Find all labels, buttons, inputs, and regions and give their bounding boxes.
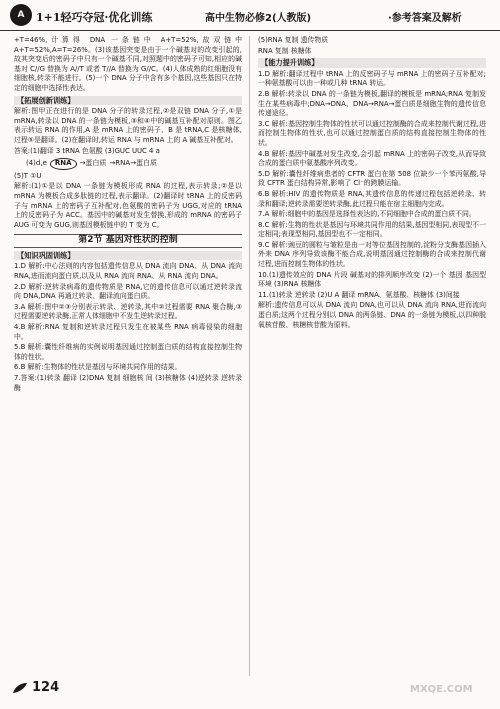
diagram-branch-1: →蛋白质 bbox=[79, 159, 107, 168]
left-paragraph-2: 解析:图甲正在进行的是 DNA 分子的转录过程,②是双链 DNA 分子,①是 mRNA,转录以 DNA 的一条链为模板,③和④中的碱基互补配对原则。图乙表示转运 RNA 的作用,A 是 mRNA 上的密码子、B 是 tRNA,C 是核糖体,过程⑤是翻译。(2)在翻译时,转运 RNA 与 mRNA 上的 A 碱基互补配对。 bbox=[14, 107, 242, 144]
left-paragraph-3: 答案:(1)翻译 3 tRNA 色氨酸 (3)GUC UUC 4 a bbox=[14, 146, 160, 155]
column-divider bbox=[249, 36, 250, 676]
brand-logo: A bbox=[10, 4, 32, 26]
right-item: 2.B 解析:转录以 DNA 的一条链为模板,翻译的模板是 mRNA;RNA 复制发生在某些病毒中;DNA→DNA、DNA→RNA→蛋白质是细胞生物的遗传信息传递途径。 bbox=[258, 89, 486, 118]
left-item: 3.A 解析:图中②③分别表示转录、逆转录,其中②过程需要 RNA 聚合酶,③过程需要逆转录酶,正常人体细胞中不发生逆转录过程。 bbox=[14, 302, 242, 321]
right-item: 7.A 解析:细胞中的基因是选择性表达的,不同细胞中合成的蛋白质不同。 bbox=[258, 210, 476, 219]
left-column bbox=[14, 36, 242, 676]
left-item: 2.D 解析:逆转录病毒的遗传物质是 RNA,它的遗传信息可以通过逆转录流向 DNA,DNA 再通过转录、翻译流向蛋白质。 bbox=[14, 282, 242, 301]
page-number: 124 bbox=[32, 680, 60, 695]
answers-title: ·参考答案及解析 bbox=[388, 13, 462, 24]
right-item: 9.C 解析:豌豆的圆粒与皱粒是由一对等位基因控制的,淀粉分支酶基因插入外来 DNA 序列导致该酶不能合成,说明基因通过控制酶的合成来控制代谢过程,进而控制生物体的性状。 bbox=[258, 240, 486, 269]
left-paragraph-1: +T=46%,计算得 DNA 一条链中 A+T=52%,故双链中 A+T=52%,A=T=26%。(3)该基因突变是由于一个碱基对的改变引起的,故其突变后的密码子中只有一个碱基不同,对照题中的密码子可知,相应的碱基对 C//G 替换为 A//T 或者 T//A 替换为 G//C。(4)人体成熟的红细胞没有细胞核,转录不能进行。(5)一个 DNA 分子中含有多个基因,这些基因只在特定的细胞中选择性表达。 bbox=[14, 36, 242, 92]
section-header-tuozhan: 【拓展创新训练】 bbox=[14, 96, 242, 106]
left-item: 7.答案:(1)转录 翻译 (2)DNA 复制 细胞核 间 (3)核糖体 (4)逆转录 逆转录酶 bbox=[14, 374, 242, 392]
diagram-label: (4)d,e bbox=[26, 159, 47, 168]
brand-title: 1+1轻巧夺冠·优化训练 bbox=[36, 11, 153, 24]
left-item: 4.B 解析:RNA 复制和逆转录过程只发生在被某些 RNA 病毒侵染的细胞中。 bbox=[14, 323, 242, 341]
leaf-icon bbox=[12, 682, 28, 694]
diagram-branch-2: →RNA→蛋白质 bbox=[109, 159, 158, 168]
subject-title: 高中生物必修2(人教版) bbox=[205, 13, 312, 24]
section-header-zhishi: 【知识巩固训练】 bbox=[14, 251, 242, 261]
right-item: 4.B 解析:基因中碱基对发生改变,会引起 mRNA 上的密码子改变,从而导致合成的蛋白质中氨基酸序列改变。 bbox=[258, 149, 486, 168]
left-paragraph-4: (5)T ①U bbox=[14, 171, 42, 180]
right-line-1: (5)RNA 复制 遗传物质 bbox=[258, 36, 329, 44]
left-item: 6.B 解析:生物体的性状是基因与环境共同作用的结果。 bbox=[14, 363, 182, 372]
right-item: 1.D 解析:翻译过程中 tRNA 上的反密码子与 mRNA 上的密码子互补配对;一种氨基酸可以由一种或几种 tRNA 转运。 bbox=[258, 69, 486, 88]
right-item: 10.(1)遗传效应的 DNA 片段 碱基对的排列顺序改变 (2)一个 基因 基因型 环境 (3)RNA 核糖体 bbox=[258, 270, 486, 289]
central-dogma-diagram bbox=[26, 158, 242, 170]
right-item: 5.D 解析:囊性纤维病患者的 CFTR 蛋白在第 508 位缺少一个苯丙氨酸,导致 CFTR 蛋白结构异常,影响了 Cl⁻的跨膜运输。 bbox=[258, 169, 486, 188]
page-header bbox=[0, 0, 500, 31]
right-item: 11.(1)转录 逆转录 (2)U A 翻译 mRNA、氨基酸、核糖体 (3)间接 bbox=[258, 290, 460, 299]
right-item: 解析:遗传信息可以从 DNA 流向 DNA,也可以从 DNA 流向 RNA,进而流向蛋白质;这两个过程分别以 DNA 的两条链、DNA 的一条链为模板,以四种脱氧核苷酸、核糖核苷酸为原料。 bbox=[258, 301, 486, 329]
diagram-rna-node: RNA bbox=[50, 158, 77, 170]
page-footer bbox=[12, 680, 59, 695]
left-item: 5.B 解析:囊性纤维病的实例说明基因通过控制蛋白质的结构直接控制生物体的性状。 bbox=[14, 343, 242, 361]
left-item: 1.D 解析:中心法则的内容包括遗传信息从 DNA 流向 DNA、从 DNA 流向 RNA,进而流向蛋白质,以及从 RNA 流向 RNA、从 RNA 流向 DNA。 bbox=[14, 262, 242, 281]
section-header-nengli: 【能力提升训练】 bbox=[258, 58, 486, 68]
section-title: 第2节 基因对性状的控制 bbox=[14, 234, 242, 248]
right-item: 6.B 解析:HIV 的遗传物质是 RNA,其遗传信息的传递过程包括逆转录、转录和翻译;逆转录需要逆转录酶,此过程只能在宿主细胞内完成。 bbox=[258, 189, 486, 208]
watermark: MXQE.COM bbox=[410, 684, 473, 695]
right-item: 8.C 解析:生物的性状是基因与环境共同作用的结果,基因型相同,表现型不一定相同;表现型相同,基因型也不一定相同。 bbox=[258, 220, 486, 239]
right-column bbox=[258, 36, 486, 676]
right-item: 3.C 解析:基因控制生物体的性状可以通过控制酶的合成来控制代谢过程,进而控制生物体的性状,也可以通过控制蛋白质的结构直接控制生物体的性状。 bbox=[258, 119, 486, 147]
right-line-2: RNA 复制 核糖体 bbox=[258, 46, 312, 55]
left-paragraph-5: 解析:(1)①是以 DNA 一条链为模板形成 RNA 的过程,表示转录;②是以 mRNA 为模板合成多肽链的过程,表示翻译。(2)翻译时 tRNA 上的反密码子与 mRNA 上的密码子互补配对,色氨酸的密码子为 UGG,对应的 tRNA 上的反密码子为 ACC。基因中的碱基对发生替换,形成的 mRNA 的密码子 AUG 可变为 GUG,则基因模板链中的 T 变为 C。 bbox=[14, 182, 242, 229]
